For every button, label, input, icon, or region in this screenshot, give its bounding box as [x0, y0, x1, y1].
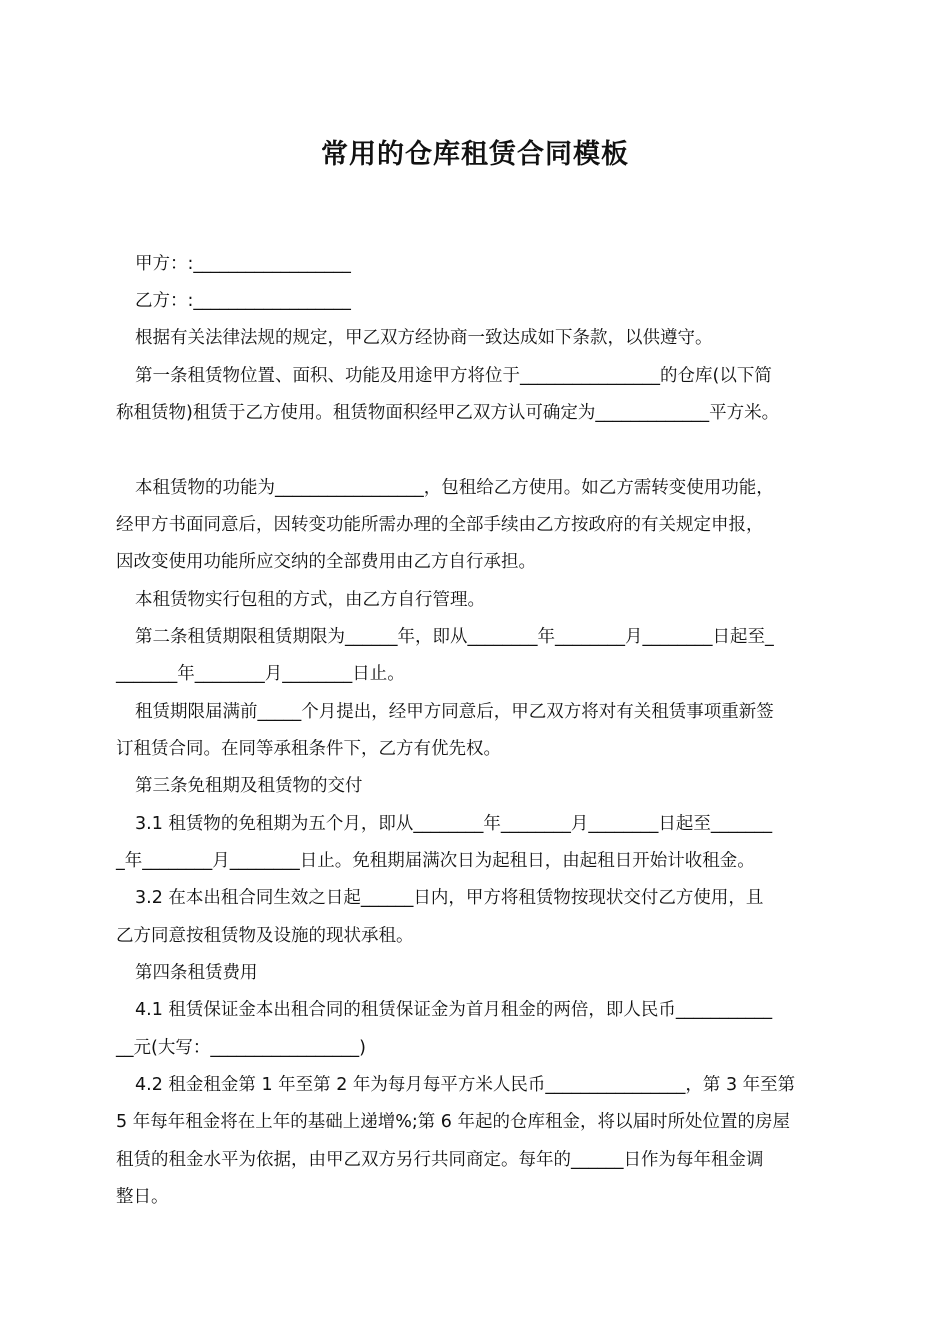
article-1-line-2: 称租赁物)租赁于乙方使用。租赁物面积经甲乙双方认可确定为_____________平方米。 [116, 403, 780, 423]
clause-3-2-line-1: 3.2 在本出租合同生效之日起______日内，甲方将租赁物按现状交付乙方使用，且 [135, 888, 764, 908]
clause-4-2-line-2: 5 年每年租金将在上年的基础上递增%;第 6 年起的仓库租金，将以届时所处位置的房屋 [116, 1112, 790, 1132]
clause-3-1-line-2: _年________月________日止。免租期届满次日为起租日，由起租日开始计收租金。 [116, 851, 755, 871]
article-4-heading: 第四条租赁费用 [135, 963, 258, 983]
function-line-3: 因改变使用功能所应交纳的全部费用由乙方自行承担。 [116, 552, 536, 572]
function-line-2: 经甲方书面同意后，因转变功能所需办理的全部手续由乙方按政府的有关规定申报， [116, 515, 764, 535]
clause-4-2-line-1: 4.2 租金租金第 1 年至第 2 年为每月每平方米人民币________________，第 3 年至第 [135, 1075, 796, 1095]
clause-3-1-line-1: 3.1 租赁物的免租期为五个月，即从________年________月________日起至_______ [135, 814, 773, 834]
article-2-line-1: 第二条租赁期限租赁期限为______年，即从________年________月________日起至_ [135, 627, 774, 647]
renewal-line-2: 订租赁合同。在同等承租条件下，乙方有优先权。 [116, 739, 501, 759]
function-line-1: 本租赁物的功能为_________________，包租给乙方使用。如乙方需转变使用功能， [135, 478, 774, 498]
clause-4-1-line-2: __元(大写：_________________) [116, 1038, 366, 1058]
clause-4-2-line-3: 租赁的租金水平为依据，由甲乙双方另行共同商定。每年的______日作为每年租金调 [116, 1150, 764, 1170]
article-3-heading: 第三条免租期及租赁物的交付 [135, 776, 363, 796]
article-1-line-1: 第一条租赁物位置、面积、功能及用途甲方将位于________________的仓库(以下简 [135, 366, 772, 386]
clause-4-2-line-4: 整日。 [116, 1187, 169, 1207]
party-a-line: 甲方：:__________________ [135, 254, 351, 274]
preamble-line: 根据有关法律法规的规定，甲乙双方经协商一致达成如下条款，以供遵守。 [135, 328, 713, 348]
article-2-line-2: _______年________月________日止。 [116, 664, 405, 684]
management-line: 本租赁物实行包租的方式，由乙方自行管理。 [135, 590, 485, 610]
clause-4-1-line-1: 4.1 租赁保证金本出租合同的租赁保证金为首月租金的两倍，即人民币___________ [135, 1000, 773, 1020]
document-title: 常用的仓库租赁合同模板 [321, 139, 629, 170]
renewal-line-1: 租赁期限届满前_____个月提出，经甲方同意后，甲乙双方将对有关租赁事项重新签 [135, 702, 774, 722]
party-b-line: 乙方：:__________________ [135, 291, 351, 311]
clause-3-2-line-2: 乙方同意按租赁物及设施的现状承租。 [116, 926, 414, 946]
